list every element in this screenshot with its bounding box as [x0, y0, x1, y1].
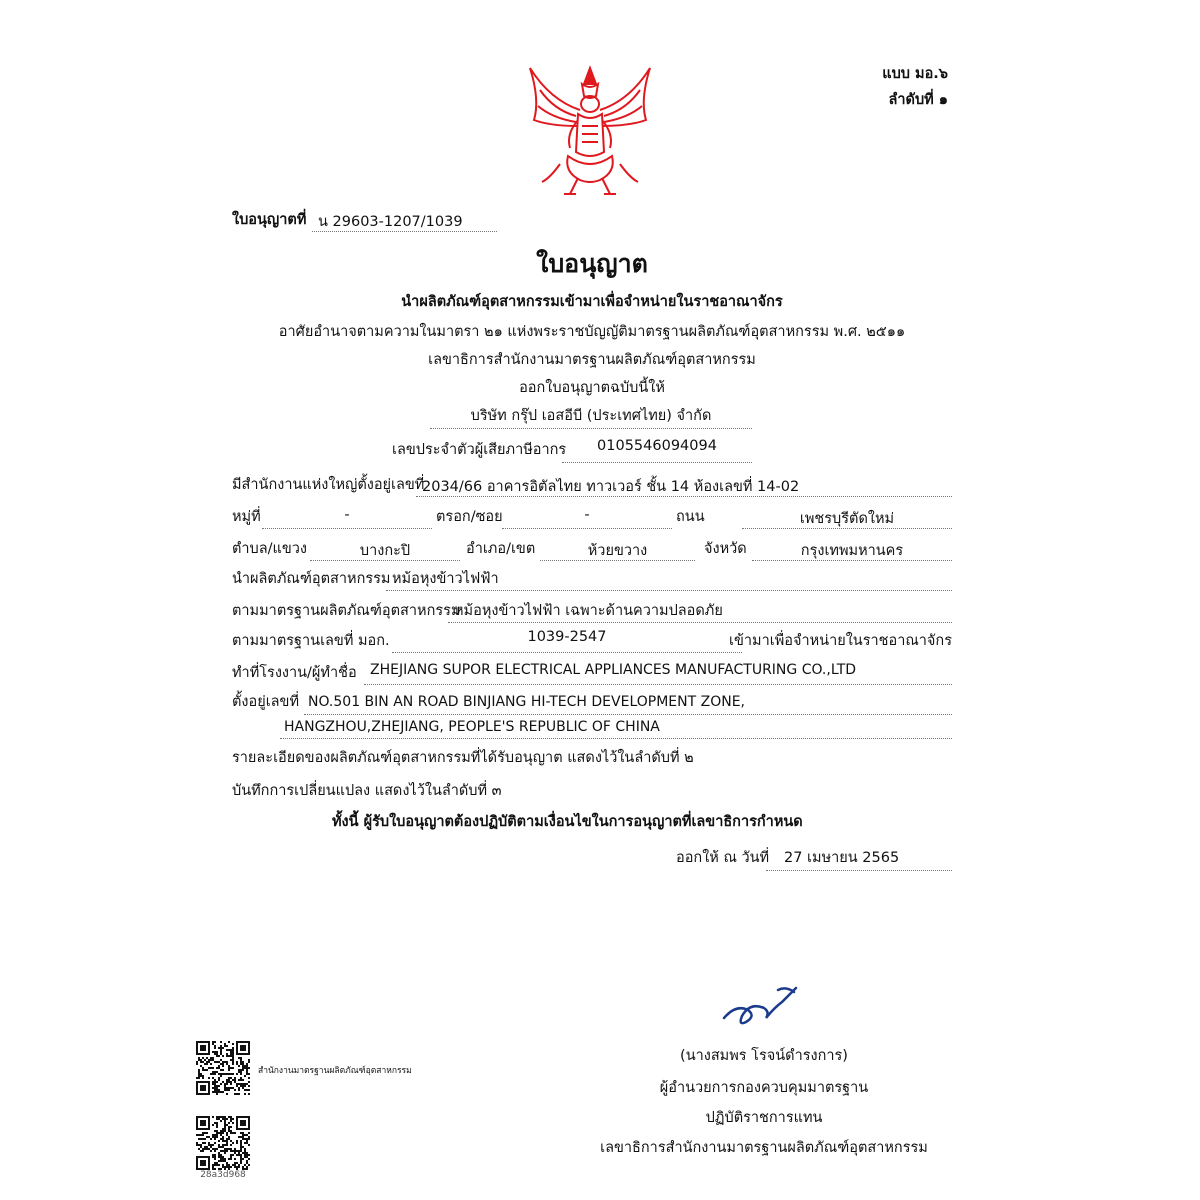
road-dotted-line — [742, 528, 952, 529]
product-label: นำผลิตภัณฑ์อุตสาหกรรม — [232, 571, 391, 587]
tax-id-label: เลขประจำตัวผู้เสียภาษีอากร — [392, 442, 567, 458]
province-dotted-line — [752, 560, 952, 561]
subdistrict-value: บางกะปิ — [359, 543, 411, 559]
qr-code-bottom — [196, 1116, 250, 1170]
manufacturer-value: ZHEJIANG SUPOR ELECTRICAL APPLIANCES MANUFACTURING CO.,LTD — [370, 662, 857, 678]
page-title: ใบอนุญาต — [536, 249, 648, 278]
intro-line-2: เลขาธิการสำนักงานมาตรฐานผลิตภัณฑ์อุตสาหกรรม — [428, 352, 756, 368]
factory-location-dotted-line-1 — [304, 714, 952, 715]
qr-code-icon — [196, 1116, 250, 1170]
moo-value: - — [344, 507, 350, 523]
qr-code-text: 28a3d968 — [200, 1170, 246, 1180]
subdistrict-label: ตำบล/แขวง — [232, 541, 308, 557]
road-value: เพชรบุรีตัดใหม่ — [799, 511, 895, 527]
standard-dotted-line — [448, 622, 952, 623]
soi-dotted-line — [502, 528, 672, 529]
standard-number-dotted-line — [392, 652, 742, 653]
standard-number-label: ตามมาตรฐานเลขที่ มอก. — [232, 633, 390, 649]
sequence-label: ลำดับที่ ๑ — [888, 92, 948, 108]
head-office-value: 2034/66 อาคารอิตัลไทย ทาวเวอร์ ชั้น 14 ห้องเลขที่ 14-02 — [422, 479, 800, 495]
subdistrict-dotted-line — [310, 560, 460, 561]
signatory-position-3: เลขาธิการสำนักงานมาตรฐานผลิตภัณฑ์อุตสาหกรรม — [600, 1140, 928, 1156]
province-label: จังหวัด — [704, 541, 747, 557]
detail-note: รายละเอียดของผลิตภัณฑ์อุตสาหกรรมที่ได้รับอนุญาต แสดงไว้ในลำดับที่ ๒ — [232, 750, 694, 766]
issue-date-label: ออกให้ ณ วันที่ — [676, 850, 770, 866]
standard-number-suffix: เข้ามาเพื่อจำหน่ายในราชอาณาจักร — [729, 633, 952, 649]
factory-location-line1: NO.501 BIN AN ROAD BINJIANG HI-TECH DEVELOPMENT ZONE, — [308, 694, 745, 710]
qr-code-icon — [196, 1041, 250, 1095]
tax-id-value: 0105546094094 — [597, 438, 717, 454]
qr-caption: สำนักงานมาตรฐานผลิตภัณฑ์อุตสาหกรรม — [258, 1066, 412, 1076]
soi-label: ตรอก/ซอย — [436, 509, 503, 525]
subtitle: นำผลิตภัณฑ์อุตสาหกรรมเข้ามาเพื่อจำหน่ายในราชอาณาจักร — [401, 294, 783, 310]
intro-line-3: ออกใบอนุญาตฉบับนี้ให้ — [519, 380, 665, 396]
issue-date-dotted-line — [766, 870, 952, 871]
signatory-name: (นางสมพร โรจน์ดำรงการ) — [680, 1048, 848, 1064]
signature-icon — [716, 982, 806, 1030]
moo-label: หมู่ที่ — [232, 509, 261, 525]
district-label: อำเภอ/เขต — [466, 541, 536, 557]
standard-number-value: 1039-2547 — [527, 629, 607, 645]
intro-line-1: อาศัยอำนาจตามความในมาตรา ๒๑ แห่งพระราชบัญญัติมาตรฐานผลิตภัณฑ์อุตสาหกรรม พ.ศ. ๒๕๑๑ — [278, 324, 906, 340]
signature — [716, 982, 806, 1030]
factory-location-line2: HANGZHOU,ZHEJIANG, PEOPLE'S REPUBLIC OF CHINA — [284, 719, 660, 735]
garuda-emblem — [520, 60, 660, 200]
moo-dotted-line — [262, 528, 432, 529]
licensee-dotted-line — [430, 428, 752, 429]
standard-label: ตามมาตรฐานผลิตภัณฑ์อุตสาหกรรม — [232, 603, 461, 619]
standard-value: หม้อหุงข้าวไฟฟ้า เฉพาะด้านความปลอดภัย — [454, 603, 723, 619]
licensee-name: บริษัท กรุ๊ป เอสอีบี (ประเทศไทย) จำกัด — [470, 408, 712, 424]
head-office-dotted-line — [416, 496, 952, 497]
qr-code-top — [196, 1041, 250, 1095]
manufacturer-label: ทำที่โรงงาน/ผู้ทำชื่อ — [232, 665, 357, 681]
license-number-dotted-line — [312, 231, 497, 232]
product-dotted-line — [386, 590, 952, 591]
manufacturer-dotted-line — [364, 684, 952, 685]
issue-date-value: 27 เมษายน 2565 — [784, 850, 900, 866]
signatory-position-2: ปฏิบัติราชการแทน — [705, 1110, 823, 1126]
garuda-icon — [520, 60, 660, 200]
head-office-label: มีสำนักงานแห่งใหญ่ตั้งอยู่เลขที่ — [232, 477, 425, 493]
signatory-position-1: ผู้อำนวยการกองควบคุมมาตรฐาน — [659, 1080, 869, 1096]
district-dotted-line — [540, 560, 695, 561]
license-number-label: ใบอนุญาตที่ — [232, 212, 307, 228]
soi-value: - — [584, 507, 590, 523]
form-code: แบบ มอ.๖ — [882, 66, 948, 82]
factory-location-label: ตั้งอยู่เลขที่ — [232, 694, 300, 710]
product-value: หม้อหุงข้าวไฟฟ้า — [392, 571, 499, 587]
tax-id-dotted-line — [562, 462, 752, 463]
change-note: บันทึกการเปลี่ยนแปลง แสดงไว้ในลำดับที่ ๓ — [232, 783, 502, 799]
district-value: ห้วยขวาง — [587, 543, 648, 559]
road-label: ถนน — [676, 509, 705, 525]
factory-location-dotted-line-2 — [280, 738, 952, 739]
license-number-value: น 29603-1207/1039 — [318, 214, 463, 230]
condition-note: ทั้งนี้ ผู้รับใบอนุญาตต้องปฏิบัติตามเงื่อนไขในการอนุญาตที่เลขาธิการกำหนด — [332, 814, 803, 830]
province-value: กรุงเทพมหานคร — [800, 543, 904, 559]
